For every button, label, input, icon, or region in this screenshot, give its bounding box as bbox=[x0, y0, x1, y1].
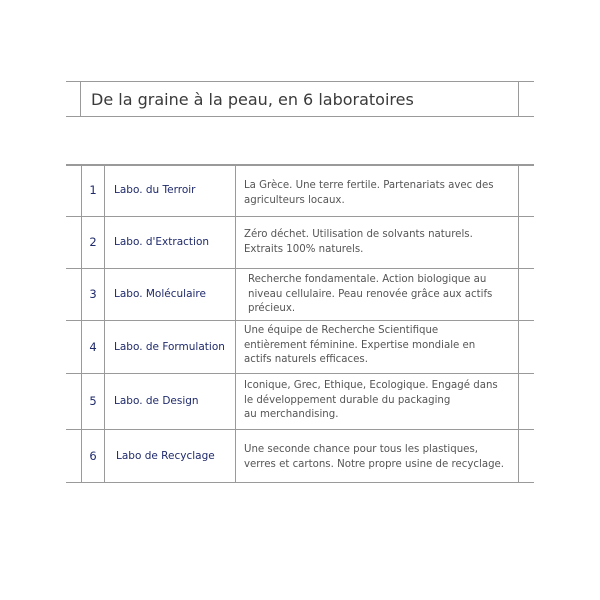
lab-number: 4 bbox=[89, 340, 97, 354]
description-line: Extraits 100% naturels. bbox=[244, 243, 364, 255]
lab-number: 3 bbox=[89, 287, 97, 301]
description-line: Une seconde chance pour tous les plastiques, bbox=[244, 444, 478, 455]
description-line: La Grèce. Une terre fertile. Partenariats avec des bbox=[244, 180, 494, 191]
description-line: actifs naturels efficaces. bbox=[244, 354, 368, 365]
page-title: De la graine à la peau, en 6 laboratoires bbox=[91, 90, 414, 109]
lab-description bbox=[244, 179, 514, 208]
title-banner bbox=[66, 81, 534, 117]
lab-name: Labo. d'Extraction bbox=[114, 236, 210, 248]
title-divider-left bbox=[80, 82, 81, 116]
description-line: agriculteurs locaux. bbox=[244, 194, 345, 206]
lab-description bbox=[244, 228, 514, 257]
lab-name: Labo. de Formulation bbox=[114, 341, 225, 353]
table-row bbox=[66, 373, 534, 429]
lab-description bbox=[244, 443, 514, 472]
lab-number: 5 bbox=[89, 394, 97, 408]
lab-name: Labo de Recyclage bbox=[116, 450, 215, 462]
description-line: Iconique, Grec, Ethique, Ecologique. Engagé dans bbox=[244, 380, 498, 391]
lab-number: 1 bbox=[89, 183, 97, 197]
table-row bbox=[66, 165, 534, 216]
table-row bbox=[66, 320, 534, 373]
lab-description bbox=[248, 273, 518, 317]
lab-number: 6 bbox=[89, 449, 97, 463]
lab-description bbox=[244, 324, 514, 368]
labs-table bbox=[66, 164, 534, 483]
description-line: le développement durable du packaging bbox=[244, 394, 451, 406]
description-line: Une équipe de Recherche Scientifique bbox=[244, 325, 439, 336]
description-line: au merchandising. bbox=[244, 409, 339, 420]
table-row bbox=[66, 429, 534, 482]
table-row bbox=[66, 216, 534, 268]
lab-description bbox=[244, 379, 514, 423]
title-divider-right bbox=[518, 82, 519, 116]
description-line: niveau cellulaire. Peau renovée grâce aux actifs bbox=[248, 288, 493, 300]
description-line: Zéro déchet. Utilisation de solvants naturels. bbox=[244, 229, 473, 240]
lab-name: Labo. de Design bbox=[114, 395, 199, 407]
table-row bbox=[66, 268, 534, 320]
description-line: précieux. bbox=[248, 303, 296, 314]
description-line: entièrement féminine. Expertise mondiale en bbox=[244, 339, 476, 351]
lab-name: Labo. Moléculaire bbox=[114, 288, 206, 300]
description-line: Recherche fondamentale. Action biologique au bbox=[248, 274, 487, 285]
lab-name: Labo. du Terroir bbox=[114, 184, 196, 196]
lab-number: 2 bbox=[89, 235, 97, 249]
description-line: verres et cartons. Notre propre usine de recyclage. bbox=[244, 458, 505, 470]
